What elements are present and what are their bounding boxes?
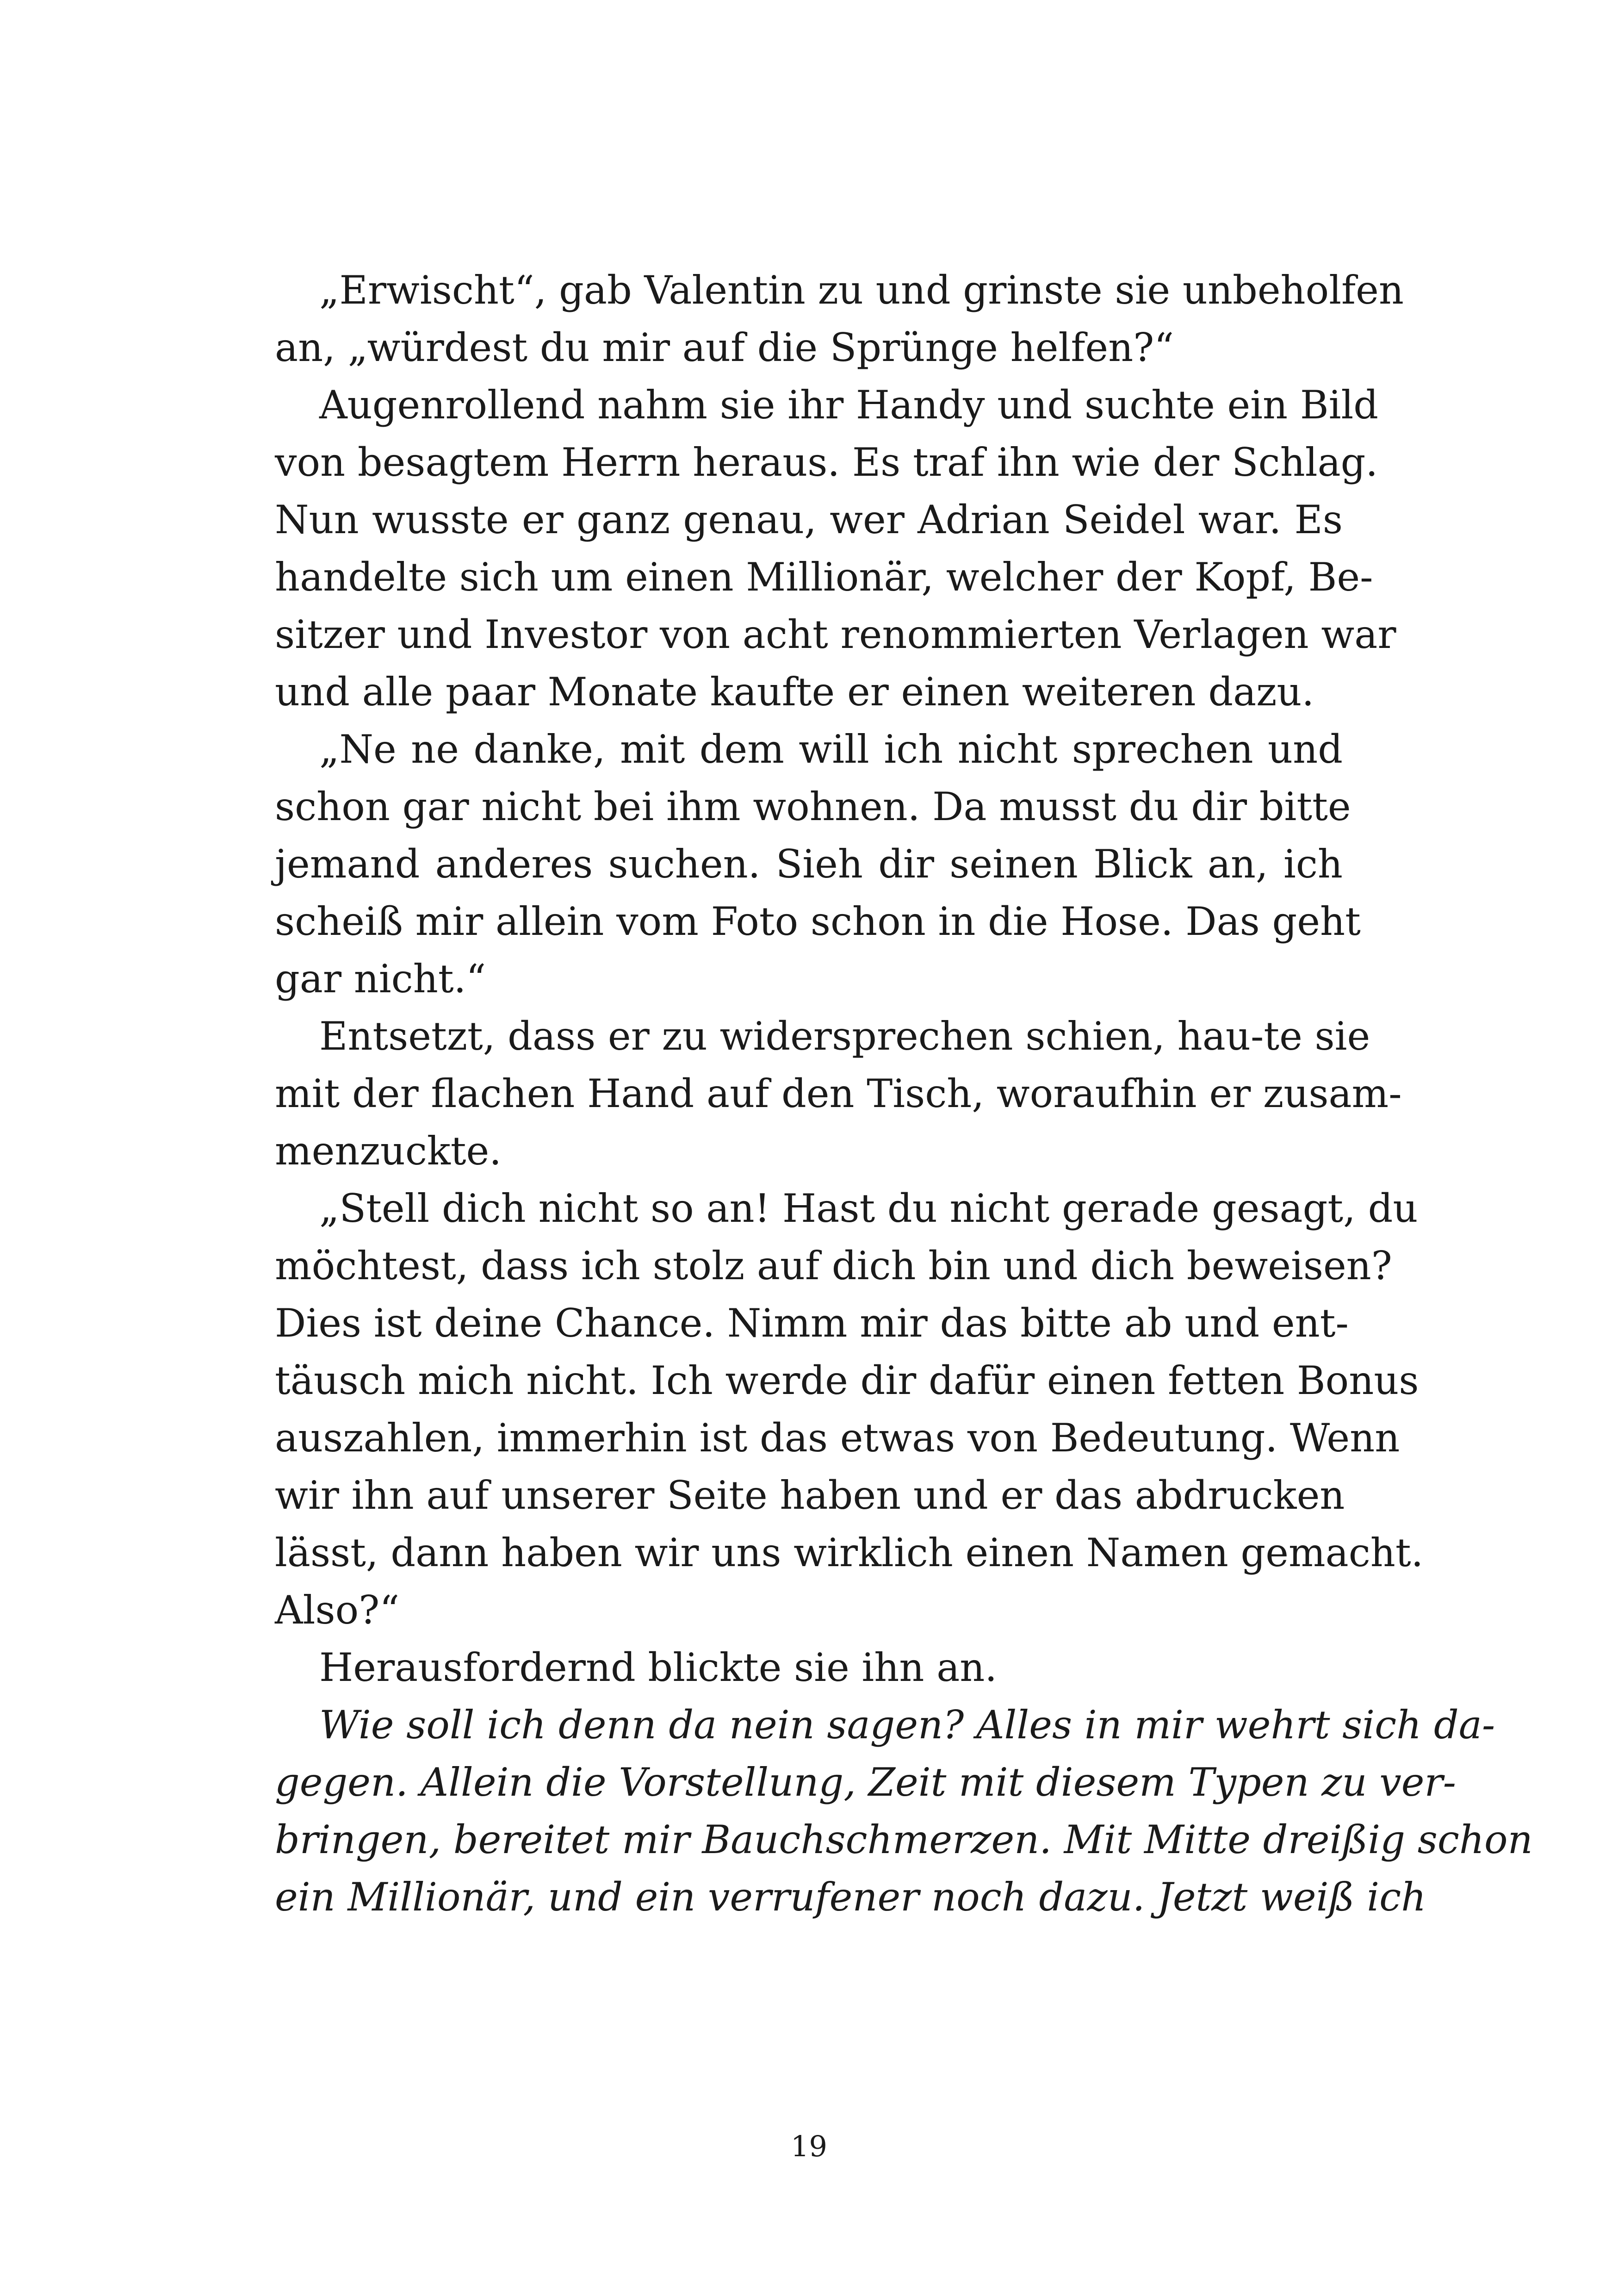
text-line: „Stell dich nicht so an! Hast du nicht gerade gesagt, du bbox=[319, 1186, 1418, 1231]
text-line: jemand anderes suchen. Sieh dir seinen Blick an, ich bbox=[275, 841, 1343, 887]
paragraph bbox=[275, 1639, 1343, 1696]
paragraph bbox=[275, 1180, 1424, 1639]
text-line: und alle paar Monate kaufte er einen weiteren dazu. bbox=[275, 669, 1314, 715]
text-line: von besagtem Herrn heraus. Es traf ihn wie der Schlag. bbox=[275, 440, 1378, 485]
text-line: lässt, dann haben wir uns wirklich einen Namen gemacht. bbox=[275, 1530, 1424, 1575]
text-line: Entsetzt, dass er zu widersprechen schien, hau-te sie bbox=[319, 1014, 1370, 1059]
text-line: Augenrollend nahm sie ihr Handy und suchte ein Bild bbox=[319, 382, 1379, 428]
text-line: „Erwischt“, gab Valentin zu und grinste sie unbeholfen bbox=[319, 268, 1404, 313]
page-number: 19 bbox=[791, 2129, 827, 2163]
text-line: Herausfordernd blickte sie ihn an. bbox=[319, 1645, 998, 1690]
paragraph bbox=[275, 376, 1396, 721]
body-text bbox=[275, 261, 1533, 1926]
text-line: bringen, bereitet mir Bauchschmerzen. Mit Mitte dreißig schon bbox=[275, 1817, 1533, 1862]
text-line: auszahlen, immerhin ist das etwas von Bedeutung. Wenn bbox=[275, 1415, 1400, 1461]
text-line: „Ne ne danke, mit dem will ich nicht sprechen und bbox=[319, 727, 1343, 772]
paragraph bbox=[275, 1008, 1402, 1180]
text-line: Wie soll ich denn da nein sagen? Alles in mir wehrt sich da- bbox=[319, 1702, 1495, 1748]
text-line: scheiß mir allein vom Foto schon in die Hose. Das geht bbox=[275, 899, 1361, 944]
text-line: an, „würdest du mir auf die Sprünge helfen?“ bbox=[275, 325, 1174, 370]
text-line: Dies ist deine Chance. Nimm mir das bitte ab und ent- bbox=[275, 1300, 1349, 1346]
text-line: sitzer und Investor von acht renommierten Verlagen war bbox=[275, 612, 1396, 657]
paragraph bbox=[275, 721, 1361, 1008]
text-line: ein Millionär, und ein verrufener noch dazu. Jetzt weiß ich bbox=[275, 1874, 1426, 1920]
text-line: handelte sich um einen Millionär, welcher der Kopf, Be- bbox=[275, 554, 1373, 600]
paragraph bbox=[275, 261, 1404, 376]
text-line: mit der flachen Hand auf den Tisch, woraufhin er zusam- bbox=[275, 1071, 1402, 1116]
text-line: gar nicht.“ bbox=[275, 956, 486, 1002]
text-line: schon gar nicht bei ihm wohnen. Da musst du dir bitte bbox=[275, 784, 1351, 829]
text-line: wir ihn auf unserer Seite haben und er das abdrucken bbox=[275, 1473, 1345, 1518]
italic-paragraph bbox=[275, 1696, 1533, 1926]
text-line: menzuckte. bbox=[275, 1128, 502, 1174]
text-line: gegen. Allein die Vorstellung, Zeit mit diesem Typen zu ver- bbox=[275, 1760, 1457, 1805]
text-line: täusch mich nicht. Ich werde dir dafür einen fetten Bonus bbox=[275, 1358, 1419, 1403]
text-line: Nun wusste er ganz genau, wer Adrian Seidel war. Es bbox=[275, 497, 1343, 542]
text-line: Also?“ bbox=[275, 1587, 400, 1633]
text-line: möchtest, dass ich stolz auf dich bin und dich beweisen? bbox=[275, 1243, 1392, 1288]
